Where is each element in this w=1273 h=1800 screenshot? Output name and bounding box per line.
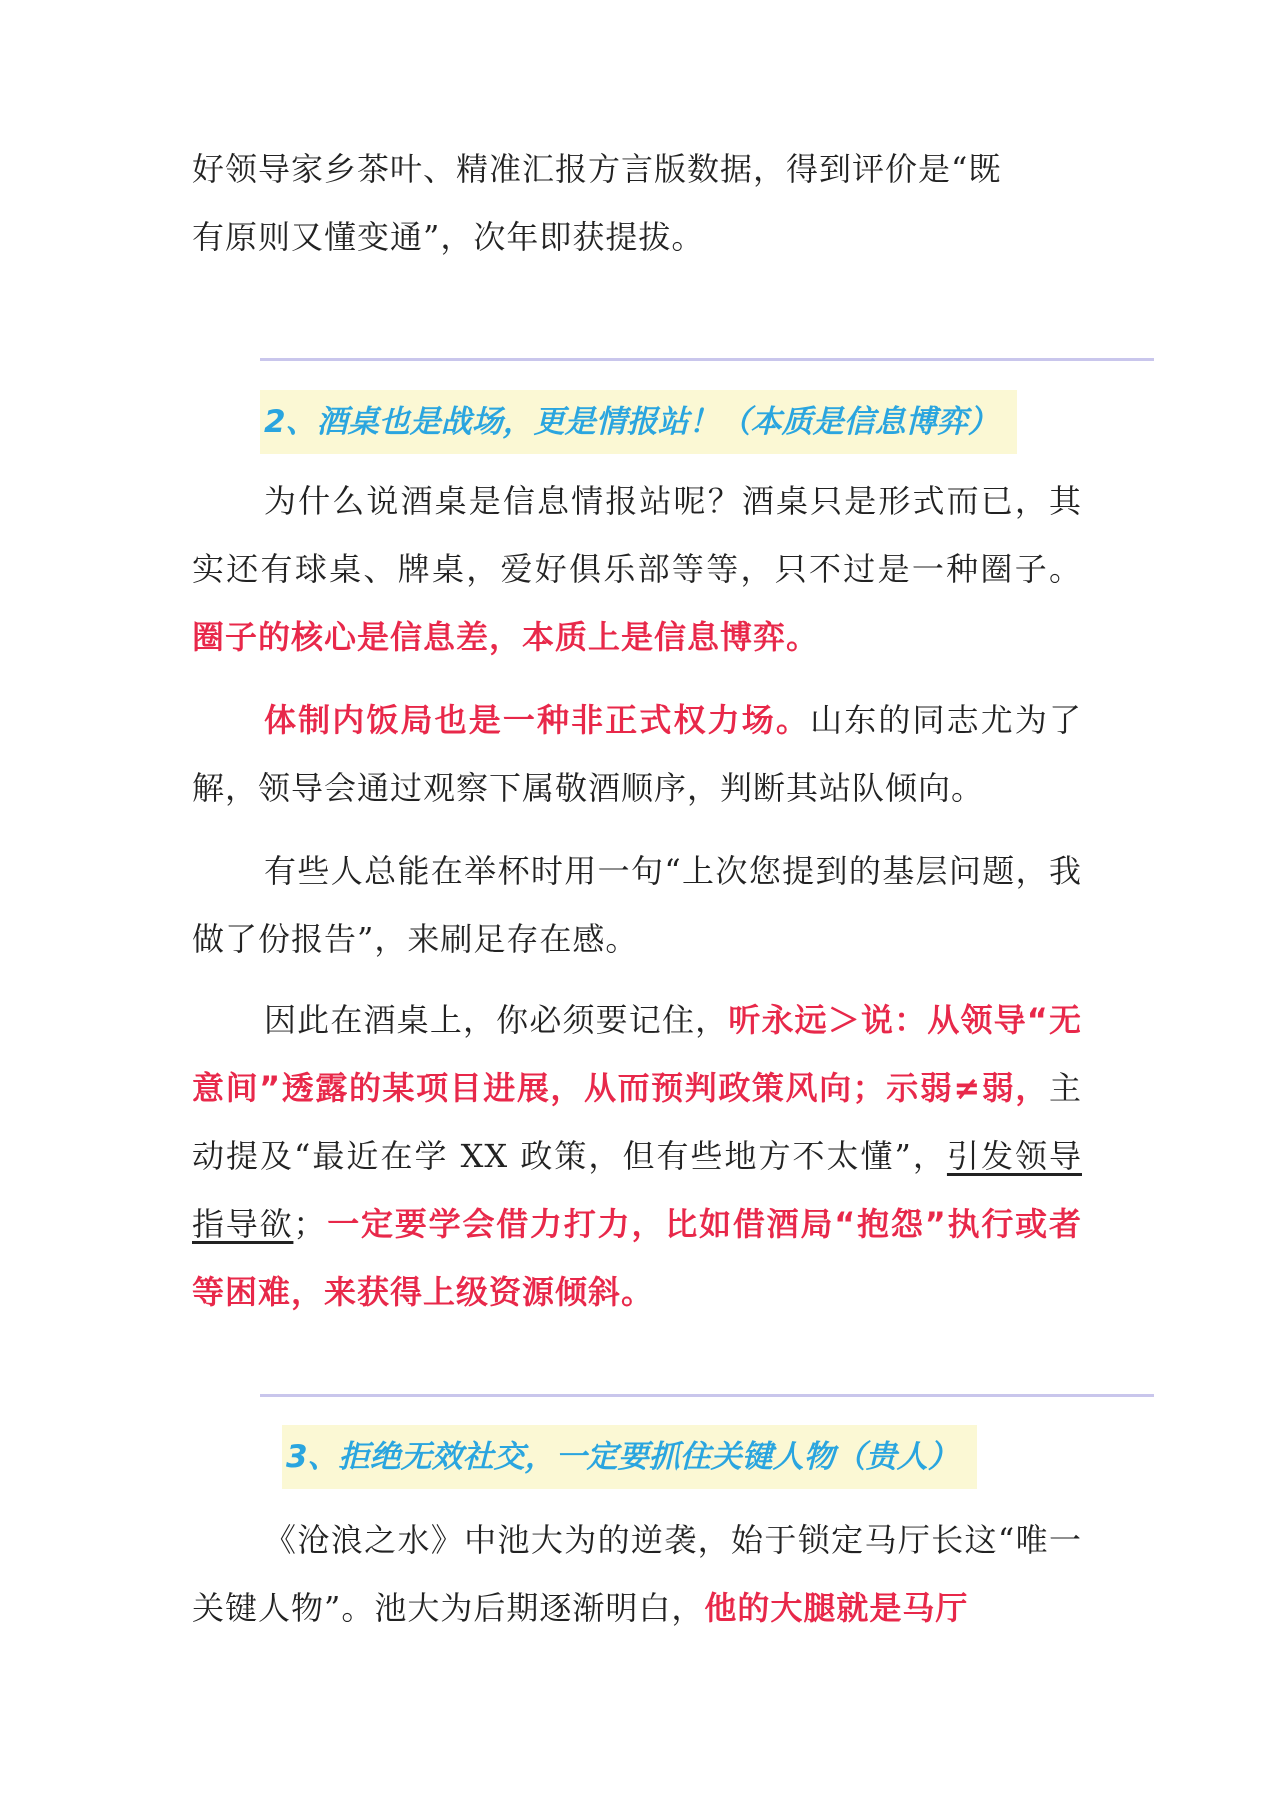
highlight-text: 体制内饭局也是一种非正式权力场。 bbox=[264, 701, 811, 739]
paragraph-text: 主动提及“最近在学 XX 政策，但有些地方不太懂”， bbox=[192, 1069, 1082, 1175]
section-2-paragraph-1 bbox=[192, 467, 1082, 671]
paragraph-text: 有些人总能在举杯时用一句“上次您提到的基层问题，我做了份报告”，来刷足存在感。 bbox=[192, 852, 1082, 958]
section-3-paragraph-1 bbox=[192, 1506, 1082, 1642]
paragraph-text: 因此在酒桌上，你必须要记住， bbox=[264, 1001, 729, 1039]
intro-line-2: 有原则又懂变通”，次年即获提拔。 bbox=[192, 218, 705, 256]
section-divider bbox=[260, 358, 1154, 361]
underlined-text: 引发领导指导欲 bbox=[192, 1137, 1082, 1243]
paragraph-text: 为什么说酒桌是信息情报站呢？酒桌只是形式而已，其实还有球桌、牌桌，爱好俱乐部等等，只不过是一种圈子。 bbox=[192, 482, 1082, 588]
section-2-paragraph-4 bbox=[192, 986, 1082, 1326]
section-2-heading: 2、酒桌也是战场，更是情报站！（本质是信息博弈） bbox=[260, 390, 1017, 454]
section-3-heading: 3、拒绝无效社交，一定要抓住关键人物（贵人） bbox=[282, 1425, 977, 1489]
paragraph-text: ； bbox=[293, 1205, 327, 1243]
highlight-text: 听永远＞说：从领导“无意间”透露的某项目进展，从而预判政策风向；示弱≠弱， bbox=[192, 1001, 1082, 1107]
highlight-text: 一定要学会借力打力，比如借酒局“抱怨”执行或者等困难，来获得上级资源倾斜。 bbox=[192, 1205, 1082, 1311]
paragraph-text: 山东的同志尤为了解，领导会通过观察下属敬酒顺序，判断其站队倾向。 bbox=[192, 701, 1082, 807]
highlight-text: 圈子的核心是信息差，本质上是信息博弈。 bbox=[192, 618, 820, 656]
intro-paragraph bbox=[192, 135, 1082, 271]
intro-line-1: 好领导家乡茶叶、精准汇报方言版数据，得到评价是“既 bbox=[192, 150, 1002, 188]
section-divider bbox=[260, 1394, 1154, 1397]
section-2-paragraph-3 bbox=[192, 837, 1082, 973]
section-2-paragraph-2 bbox=[192, 686, 1082, 822]
paragraph-text: 《沧浪之水》中池大为的逆袭，始于锁定马厅长这“唯一关键人物”。池大为后期逐渐明白， bbox=[192, 1521, 1082, 1627]
highlight-text: 他的大腿就是马厅 bbox=[704, 1589, 969, 1627]
